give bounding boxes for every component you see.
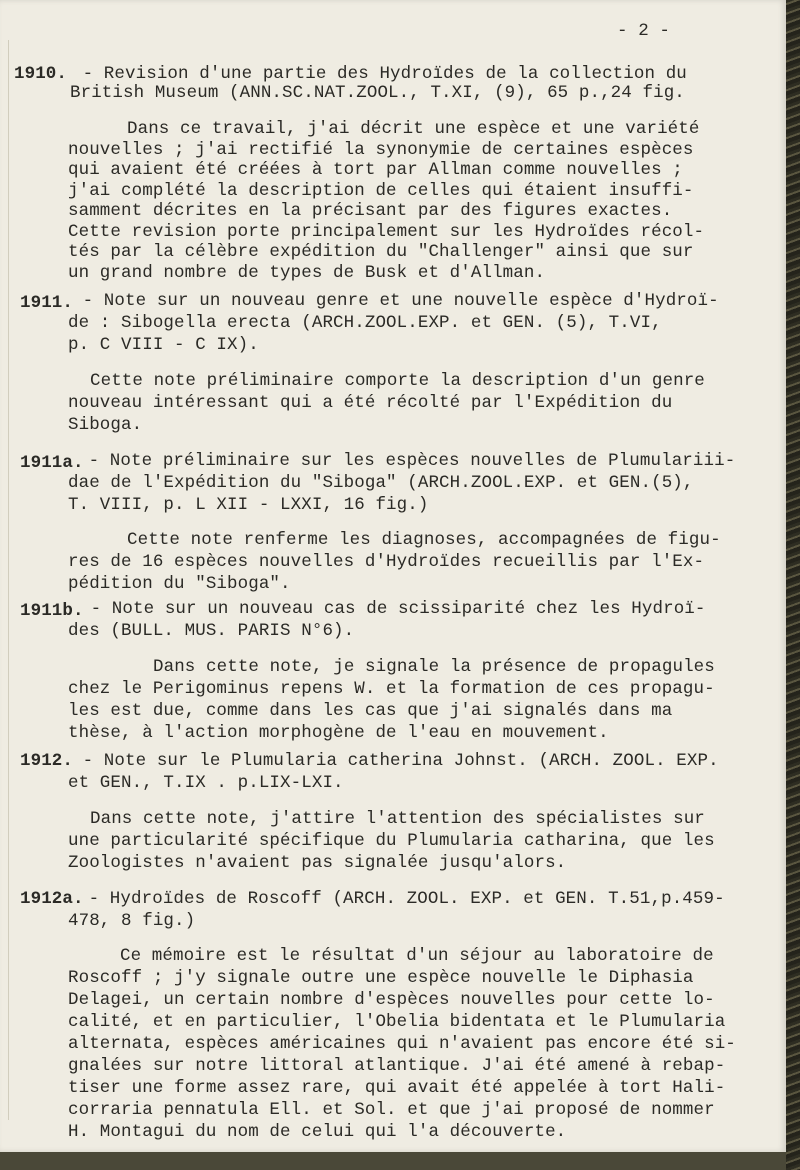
entry-1910-head-line: - Revision d'une partie des Hydroïdes de la collection du <box>72 64 687 84</box>
entry-1910-body-line: un grand nombre de types de Busk et d'Allman. <box>68 262 546 283</box>
entry-1910-body-line: j'ai complété la description de celles qui étaient insuffi- <box>68 180 694 201</box>
page-number: - 2 - <box>617 21 671 41</box>
entry-1911b-body-line: thèse, à l'action morphogène de l'eau en mouvement. <box>68 723 609 743</box>
entry-1911-body-line: Siboga. <box>68 415 143 435</box>
entry-1911-body-line: nouveau intéressant qui a été récolté par l'Expédition du <box>68 393 673 413</box>
entry-1912-body-line: Zoologistes n'avaient pas signalée jusqu'alors. <box>68 853 567 873</box>
entry-1910-body-line: nouvelles ; j'ai rectifié la synonymie de certaines espèces <box>68 139 694 160</box>
entry-1911b-head-line: - Note sur un nouveau cas de scissiparité chez les Hydroï- <box>80 599 706 619</box>
entry-1910-body-line: Cette revision porte principalement sur les Hydroïdes récol- <box>68 221 705 242</box>
entry-1911a-body-line: res de 16 espèces nouvelles d'Hydroïdes recueillis par l'Ex- <box>68 552 705 572</box>
entry-1912-head-line: et GEN., T.IX . p.LIX-LXI. <box>68 773 344 793</box>
scan-border <box>0 1152 786 1170</box>
entry-1912a-body-line: gnalées sur notre littoral atlantique. J'ai été amené à rebap- <box>68 1056 726 1076</box>
margin-rule <box>8 40 9 1120</box>
entry-1912-year: 1912. <box>20 751 74 771</box>
entry-1911-body-line: Cette note préliminaire comporte la description d'un genre <box>90 371 705 391</box>
entry-1911a-year: 1911a. <box>20 453 84 473</box>
entry-1912a-body-line: Delagei, un certain nombre d'espèces nouvelles pour cette lo- <box>68 990 715 1010</box>
entry-1912a-body-line: H. Montagui du nom de celui qui l'a découverte. <box>68 1122 567 1142</box>
entry-1912a-body-line: calité, et en particulier, l'Obelia bidentata et le Plumularia <box>68 1012 726 1032</box>
entry-1911b-head-line: des (BULL. MUS. PARIS N°6). <box>68 621 355 641</box>
entry-1910-body-line: Dans ce travail, j'ai décrit une espèce et une variété <box>127 119 700 139</box>
entry-1910-body-line: tés par la célèbre expédition du "Challenger" ainsi que sur <box>68 242 694 262</box>
entry-1910-head-line: British Museum (ANN.SC.NAT.ZOOL., T.XI, (9), 65 p.,24 fig. <box>70 83 685 103</box>
entry-1912a-year: 1912a. <box>20 889 84 909</box>
entry-1911a-head-line: - Note préliminaire sur les espèces nouvelles de Plumulariii- <box>78 451 736 471</box>
entry-1912a-head-line: 478, 8 fig.) <box>68 911 196 931</box>
entry-1911a-body-line: pédition du "Siboga". <box>68 574 291 594</box>
entry-1912a-body-line: tiser une forme assez rare, qui avait été appelée à tort Hali- <box>68 1078 726 1098</box>
entry-1911b-body-line: chez le Perigominus repens W. et la formation de ces propagu- <box>68 679 715 699</box>
entry-1911a-head-line: dae de l'Expédition du "Siboga" (ARCH.ZOOL.EXP. et GEN.(5), <box>68 473 694 493</box>
entry-1911a-head-line: T. VIII, p. L XII - LXXI, 16 fig.) <box>68 495 429 515</box>
entry-1912a-body-line: Roscoff ; j'y signale outre une espèce nouvelle le Diphasia <box>68 968 694 988</box>
entry-1912a-head-line: - Hydroïdes de Roscoff (ARCH. ZOOL. EXP. et GEN. T.51,p.459- <box>78 889 725 909</box>
entry-1910-year: 1910. <box>14 64 68 84</box>
entry-1911a-body-line: Cette note renferme les diagnoses, accompagnées de figu- <box>127 530 721 550</box>
entry-1912-head-line: - Note sur le Plumularia catherina Johnst. (ARCH. ZOOL. EXP. <box>72 751 719 771</box>
entry-1911b-body-line: les est due, comme dans les cas que j'ai signalés dans ma <box>68 701 673 721</box>
binder-edge <box>786 0 800 1170</box>
entry-1912-body-line: Dans cette note, j'attire l'attention des spécialistes sur <box>90 809 705 829</box>
entry-1910-body-line: samment décrites en la précisant par des figures exactes. <box>68 201 673 221</box>
entry-1911-head-line: p. C VIII - C IX). <box>68 335 259 355</box>
entry-1911-year: 1911. <box>20 293 74 313</box>
entry-1912a-body-line: corraria pennatula Ell. et Sol. et que j'ai proposé de nommer <box>68 1100 715 1120</box>
entry-1911b-year: 1911b. <box>20 601 84 621</box>
entry-1912a-body-line: alternata, espèces américaines qui n'avaient pas encore été si- <box>68 1034 736 1054</box>
entry-1911b-body-line: Dans cette note, je signale la présence de propagules <box>153 657 715 677</box>
entry-1911-head-line: - Note sur un nouveau genre et une nouvelle espèce d'Hydroï- <box>72 291 719 311</box>
entry-1912a-body-line: Ce mémoire est le résultat d'un séjour au laboratoire de <box>120 946 714 966</box>
entry-1912-body-line: une particularité spécifique du Plumularia catharina, que les <box>68 831 715 851</box>
entry-1910-body-line: qui avaient été créées à tort par Allman comme nouvelles ; <box>68 160 683 180</box>
entry-1911-head-line: de : Sibogella erecta (ARCH.ZOOL.EXP. et GEN. (5), T.VI, <box>68 313 662 333</box>
